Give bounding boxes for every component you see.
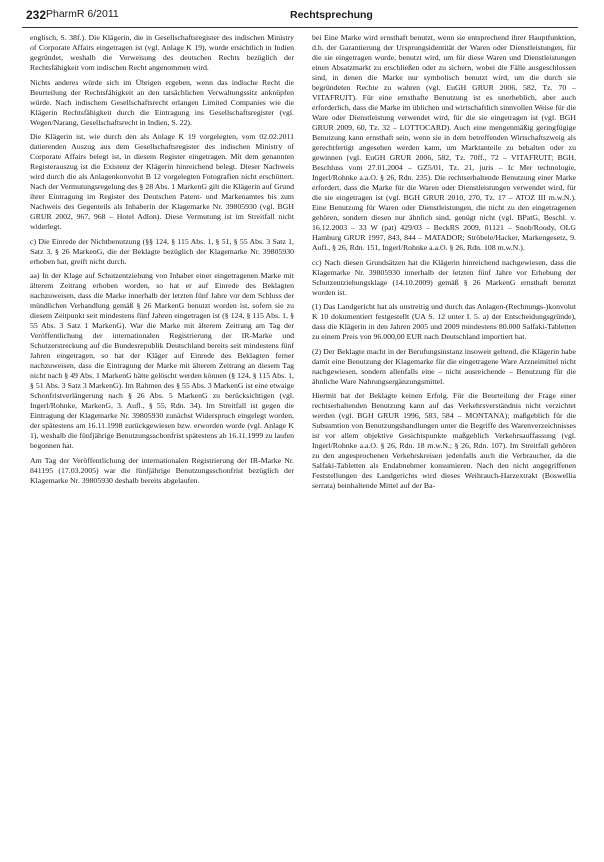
page-number: 232 — [26, 8, 47, 22]
paragraph: (2) Der Beklagte macht in der Berufungsinstanz insoweit geltend, die Klägerin habe damit eine Benutzung der Klagemarke für die eingetragene Ware Arzneimittel nicht nachgewiesen, sondern allenfalls eine – nicht ausreichende – Benutzung für die ähnliche Ware Nahrungsergänzungsmittel. — [312, 346, 576, 386]
paragraph: Nichts anderes würde sich im Übrigen ergeben, wenn das indische Recht die Beurteilung der Rechtsfähigkeit an den tatsächlichen Verwaltungssitz anknüpfen würde. Nach indischem Gesellschaftsrecht erlangen Limited Companies wie die Klägerin Rechtsfähigkeit durch die Eintragung ins Gesellschaftsregister (vgl. Wegen/Narang, Gesellschaftsrecht in Indien, S. 22). — [30, 77, 294, 127]
page-header — [22, 6, 582, 26]
paragraph: Am Tag der Veröffentlichung der internationalen Registrierung der IR-Marke Nr. 841195 (17.03.2005) war die fünfjährige Benutzungsschonfrist bezüglich der Klagemarke Nr. 39805930 deshalb bereits abgelaufen. — [30, 455, 294, 485]
paragraph: aa) In der Klage auf Schutzentziehung von Inhaber einer eingetragenen Marke mit älterem Zeitrang erhoben worden, so hat er auf Einrede des Beklagten nachzuweisen, dass die Marke innerhalb der letzten fünf Jahre vor dem Schluss der mündlichen Verhandlung gemäß § 26 MarkenG benutzt worden ist, sofern sie zu diesem Zeitpunkt seit mindestens fünf Jahren eingetragen ist (§ 124, § 115 Abs. 1, § 55 Abs. 3 Satz 1 MarkenG). War die Marke mit älterem Zeitrang am Tag der Veröffentlichung der internationalen Registrierung der IR-Marke und Schutzerstreckung auf die Bundesrepublik Deutschland bereits seit mindestens fünf Jahren eingetragen, so hat der Kläger auf Einrede des Beklagten ferner nachzuweisen, dass die Eintragung der Marke mit älterem Zeitrang an diesem Tag nicht nach § 49 Abs. 1 MarkenG hätte gelöscht werden können (§ 124, § 115 Abs. 1, § 51 Abs. 3 Satz 3 MarkenG). Im Rahmen des § 55 Abs. 3 MarkenG ist eine etwaige Schonfristverlängerung nach § 26 Abs. 5 MarkenG zu berücksichtigen (vgl. Ingerl/Rohnke, MarkenG, 3. Aufl., § 55, Rdn. 34). Im Streitfall ist gegen die Eintragung der Klagemarke Nr. 39805930 zunächst Widerspruch eingelegt worden, der spätestens am 16.11.1998 zurückgewiesen bzw. erworden wurde (vgl. Anlage K 1), weshalb die fünfjährige Benutzungsschonfrist spätestens ab 16.11.1999 zu laufen begonnen hat. — [30, 271, 294, 450]
right-column — [312, 33, 576, 496]
paragraph: (1) Das Landgericht hat als unstreitig und durch das Anlagen-(Rechnungs-)konvolut K 10 dokumentiert festgestellt (UA S. 12 unter I. 5. a) der Entscheidungsgründe), dass die Klägerin in den Jahren 2005 und 2009 mindestens 80.000 Salfaki-Tabletten zu einem Preis von 96.000,00 EUR nach Deutschland importiert hat. — [312, 302, 576, 341]
paragraph: Die Klägerin ist, wie durch den als Anlage K 19 vorgelegten, vom 02.02.2011 datierenden Auszug aus dem Gesellschaftsregister des indischen Ministry of Corporate Affairs belegt ist, in diesem Register eingetragen. Mit dem genannten Registerauszug ist die Existenz der Klägerin hinreichend belegt. Dieser Nachweis wird durch die als Anlagenkonvolut B 12 vorgelegten Fotografien nicht erschüttert. Nach der Vermutungsregelung des § 28 Abs. 1 MarkenG gilt die Klägerin auf Grund ihrer Eintragung im Register des Deutschen Patent- und Markenamtes bis zum Nachweis des Gegenteils als Inhaberin der Klagemarke Nr. 39805930 (vgl. BGH GRUR 2002, 967, 968 – Hotel Adlon). Diese Vermutung ist im Streitfall nicht widerlegt. — [30, 132, 294, 231]
paragraph: englisch, S. 38f.). Die Klägerin, die in Gesellschaftsregister des indischen Ministry of Corporate Affairs eingetragen ist (vgl. Anlage K 19), wurde ersichtlich in Indien gegründet, weshalb die Verweisung des deutschen Rechts bezüglich der Rechtsfähigkeit vom indischen Recht angenommen wird. — [30, 33, 294, 72]
paragraph: Hiermit hat der Beklagte keinen Erfolg. Für die Beurteilung der Frage einer rechtserhaltenden Benutzung kann auf das Verkehrsverständnis nicht verzichtet werden (vgl. BGH GRUR 1996, 583, 584 – MONTANA); maßgeblich für die Subsumtion von Benutzungshandlungen unter die Begriffe des Warenverzeichnisses ist vor allem objektive Gesichtspunkte maßgeblich Verkehrsauffassung (vgl. Ingerl/Rohnke a.a.O. § 26, Rdn. 18 m.w.N.; § 26, Rdn. 107). Im Streitfall gehören zu den angesprochenen Verkehrskreisen jedenfalls auch die Verbraucher, da die Salfaki-Tabletten als Endabnehmer konsumieren. Nach den nicht angegriffenen Feststellungen des Landgerichts wird dieses Weihrauch-Harzextrakt (Boswellia serrata) beinhaltende Mittel auf der Ba- — [312, 391, 576, 490]
header-rule — [22, 27, 578, 28]
section-rubric: Rechtsprechung — [290, 9, 373, 21]
journal-issue: PharmR 6/2011 — [46, 8, 119, 20]
paragraph: cc) Nach diesen Grundsätzen hat die Klägerin hinreichend nachgewiesen, dass die Klagemarke Nr. 39805930 innerhalb der letzten fünf Jahre vor Erhebung der Schutzentziehungsklage (14.10.2009) gemäß § 26 MarkenG ernsthaft benutzt worden ist. — [312, 257, 576, 297]
paragraph: c) Die Einrede der Nichtbenutzung (§§ 124, § 115 Abs. 1, § 51, § 55 Abs. 3 Satz 1, Satz 3, § 26 MarkenG, die der Beklagte bezüglich der Klagemarke Nr. 39805930 erhoben hat, greift nicht durch. — [30, 236, 294, 266]
paragraph: bei Eine Marke wird ernsthaft benutzt, wenn sie entsprechend ihrer Hauptfunktion, d.h. der Garantierung der Ursprungsidentität der Waren oder Dienstleistungen, für die sie eingetragen wurde, benutzt wird, um für diese Waren und Dienstleistungen einen Absatzmarkt zu erschließen oder zu sichern, wobei die Fälle ausgeschlossen sind, in denen die Marke nur symbolisch benutzt wird, um die durch sie begründeten Rechte zu wahren (vgl. EuGH GRUR 2006, 582, Tz. 70 – VITAFRUIT). Für eine ernsthafte Benutzung ist es unerheblich, aber auch erforderlich, dass die Marke im üblichen und wirtschaftlich sinnvollen Weise für die Ware oder Dienstleistung verwendet wird, für die sie eingetragen ist (vgl. BGH GRUR 2009, 60, Tz. 32 – LOTTOCARD). Auch eine mengenmäßig geringfügige Benutzung kann ernsthaft sein, wenn sie in dem betreffenden Wirtschaftszweig als gerechtfertigt angesehen werden kann, um Marktanteile zu behalten oder zu gewinnen (vgl. EuGH GRUR 2006, 582, Tz. 70ff., 72 – VITAFRUIT; BGH, Beschluss vom 27.01.2004 – GZ5/01, Tz. 21, juris – Ic Mer technologie, Ingerl/Rohnke a.a.O. § 26, Rdn. 235). Die rechtserhaltende Benutzung einer Marke erfordert, dass die Marke für die Waren oder Dienstleistungen verwendet wird, für die sie eingetragen ist (vgl. BGH GRUR 2010, 270, Tz. 17 – ATOZ III m.w.N.). Eine Benutzung für Waren oder Dienstleistungen, die nicht zu den eingetragenen gehören, sondern diesen nur ähnlich sind, genügt nicht (vgl. BPatG, Beschl. v. 16.12.2003 – 33 W (pat) 429/03 – BeckRS 2009, 01121 – Snob/Roody, OLG Hamburg GRUR 1997, 843, 844 – MATADOR; Ströbele/Hacker, Markengesetz, 9. Aufl., § 26, Rdn. 151, Ingerl/Rohnke a.a.O. § 26, Rdn. 108 m.w.N.). — [312, 33, 576, 252]
left-column — [30, 33, 294, 490]
